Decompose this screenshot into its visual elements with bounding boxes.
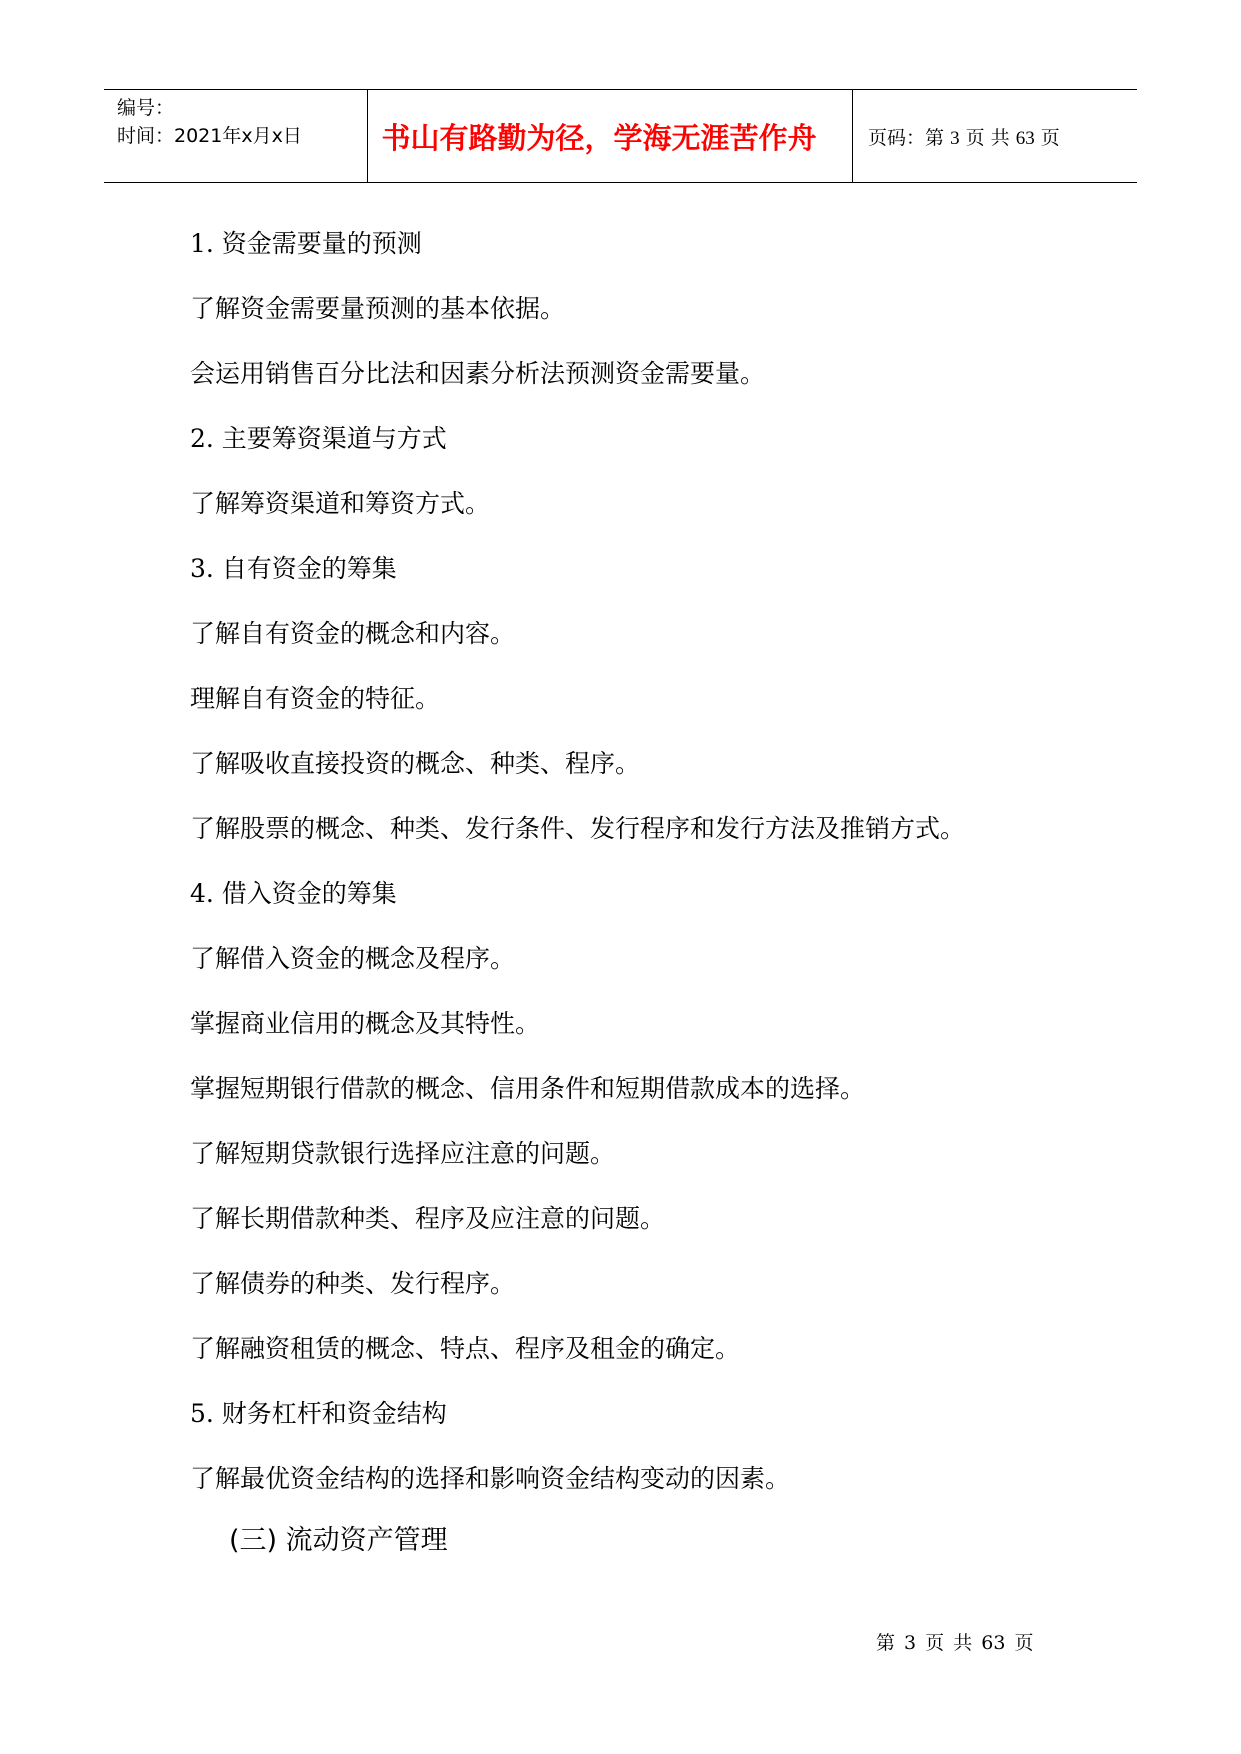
header-page-suffix: 页 — [1040, 127, 1060, 149]
header-meta — [117, 94, 302, 150]
body-line: 了解长期借款种类、程序及应注意的问题。 — [190, 1204, 666, 1233]
body-line: 了解短期贷款银行选择应注意的问题。 — [190, 1139, 616, 1168]
body-line: 3. 自有资金的筹集 — [190, 554, 397, 583]
body-line: 了解融资租赁的概念、特点、程序及租金的确定。 — [190, 1334, 741, 1363]
header-divider-right — [852, 90, 853, 182]
header-page-prefix: 页码：第 — [868, 127, 945, 149]
document-body — [190, 224, 1090, 1524]
body-line: 1. 资金需要量的预测 — [190, 229, 422, 258]
body-line: 了解资金需要量预测的基本依据。 — [190, 294, 566, 323]
header-page-total: 63 — [1015, 128, 1035, 149]
header-page-indicator — [868, 123, 1060, 150]
body-line: 了解自有资金的概念和内容。 — [190, 619, 516, 648]
body-line: 4. 借入资金的筹集 — [190, 879, 397, 908]
body-line: 了解债券的种类、发行程序。 — [190, 1269, 516, 1298]
body-line: 了解借入资金的概念及程序。 — [190, 944, 516, 973]
header-page-mid: 页 共 — [965, 127, 1010, 149]
body-line: 掌握商业信用的概念及其特性。 — [190, 1009, 541, 1038]
body-line: 了解吸收直接投资的概念、种类、程序。 — [190, 749, 641, 778]
body-line: 了解筹资渠道和筹资方式。 — [190, 489, 491, 518]
header-page-current: 3 — [950, 128, 960, 149]
body-line: 了解股票的概念、种类、发行条件、发行程序和发行方法及推销方式。 — [190, 814, 966, 843]
body-line: 会运用销售百分比法和因素分析法预测资金需要量。 — [190, 359, 766, 388]
header-time-label: 时间：2021年x月x日 — [117, 125, 302, 147]
body-line: 掌握短期银行借款的概念、信用条件和短期借款成本的选择。 — [190, 1074, 866, 1103]
body-line: 5. 财务杠杆和资金结构 — [190, 1399, 447, 1428]
body-line: 2. 主要筹资渠道与方式 — [190, 424, 447, 453]
page-header — [104, 89, 1137, 183]
body-line: 了解最优资金结构的选择和影响资金结构变动的因素。 — [190, 1464, 791, 1493]
header-number-label: 编号： — [117, 97, 175, 119]
body-line: 理解自有资金的特征。 — [190, 684, 441, 713]
page-footer: 第 3 页 共 63 页 — [876, 1632, 1034, 1654]
section-heading: (三) 流动资产管理 — [229, 1525, 448, 1556]
header-motto: 书山有路勤为径，学海无涯苦作舟 — [381, 121, 817, 155]
